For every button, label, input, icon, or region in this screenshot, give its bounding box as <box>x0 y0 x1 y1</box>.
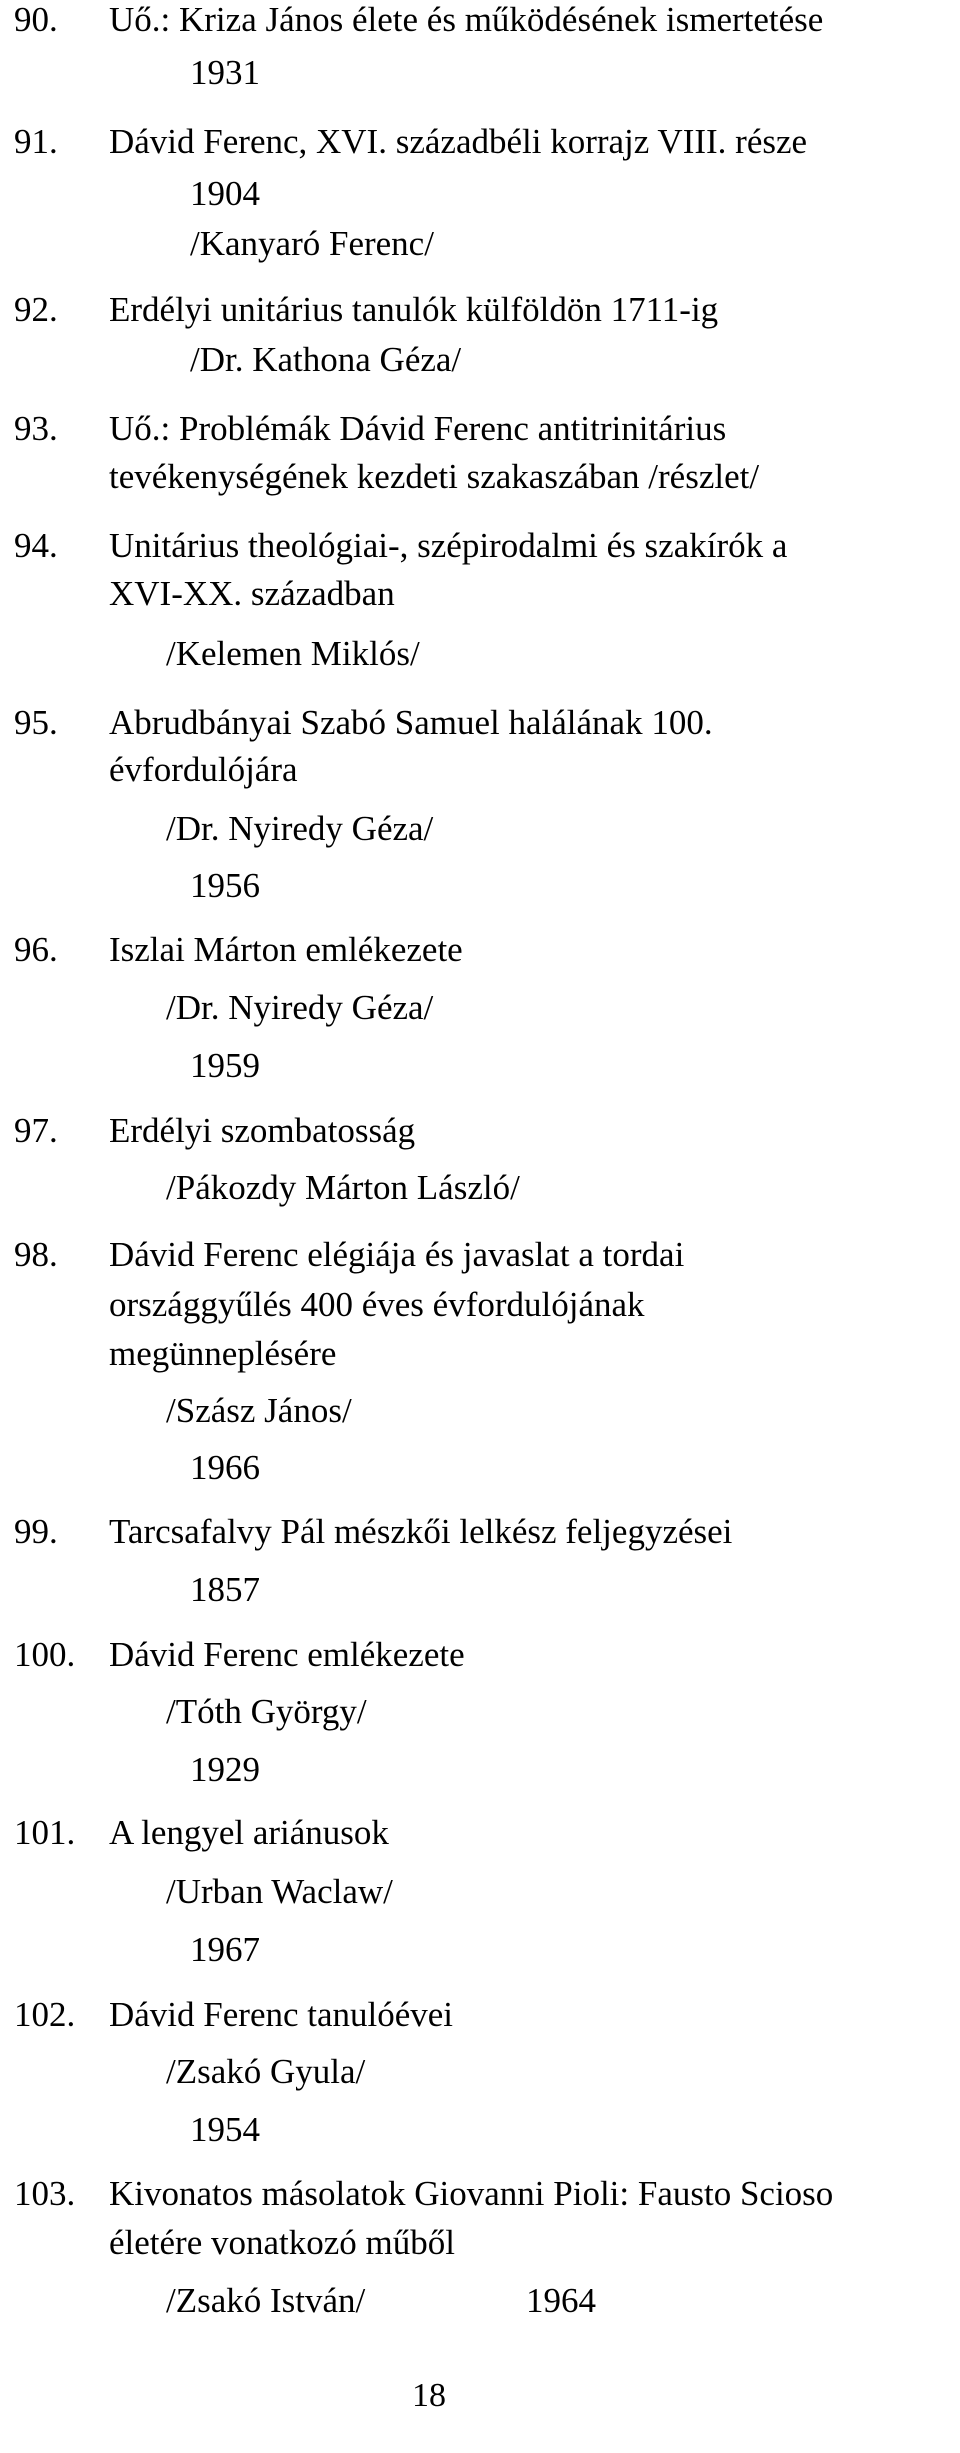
entry-year: 1959 <box>190 1046 260 1085</box>
entry-author: /Urban Waclaw/ <box>166 1872 393 1911</box>
entry-year: 1857 <box>190 1570 260 1609</box>
entry-number: 102. <box>14 1995 76 2034</box>
entry-title: évfordulójára <box>109 750 298 789</box>
entry-title: A lengyel ariánusok <box>109 1813 389 1852</box>
entry-year: 1967 <box>190 1930 260 1969</box>
entry-author: /Pákozdy Márton László/ <box>166 1168 520 1207</box>
entry-author: /Dr. Nyiredy Géza/ <box>166 988 434 1027</box>
page-number: 18 <box>412 2377 446 2414</box>
entry-title: Uő.: Problémák Dávid Ferenc antitrinitárius <box>109 409 727 448</box>
entry-number: 93. <box>14 409 58 448</box>
entry-title: Erdélyi unitárius tanulók külföldön 1711-ig <box>109 290 719 329</box>
entry-author: /Dr. Kathona Géza/ <box>190 340 462 379</box>
entry-year: 1966 <box>190 1448 260 1487</box>
entry-title: Kivonatos másolatok Giovanni Pioli: Fausto Scioso <box>109 2174 834 2213</box>
entry-title: XVI-XX. században <box>109 574 395 613</box>
entry-number: 97. <box>14 1111 58 1150</box>
entry-title: Abrudbányai Szabó Samuel halálának 100. <box>109 703 713 742</box>
entry-number: 96. <box>14 930 58 969</box>
entry-author: /Zsakó Gyula/ <box>166 2052 366 2091</box>
entry-number: 94. <box>14 526 58 565</box>
entry-author: /Kelemen Miklós/ <box>166 634 420 673</box>
entry-author: /Tóth György/ <box>166 1692 367 1731</box>
entry-title: Tarcsafalvy Pál mészkői lelkész feljegyzései <box>109 1512 733 1551</box>
entry-number: 95. <box>14 703 58 742</box>
entry-number: 91. <box>14 122 58 161</box>
entry-author: /Zsakó István/ <box>166 2281 366 2320</box>
entry-year: 1904 <box>190 174 260 213</box>
entry-title: tevékenységének kezdeti szakaszában /részlet/ <box>109 457 760 496</box>
entry-title: életére vonatkozó műből <box>109 2223 455 2262</box>
entry-author: /Dr. Nyiredy Géza/ <box>166 809 434 848</box>
entry-title: Dávid Ferenc emlékezete <box>109 1635 465 1674</box>
entry-title: Dávid Ferenc, XVI. századbéli korrajz VIII. része <box>109 122 808 161</box>
entry-author: /Kanyaró Ferenc/ <box>190 224 434 263</box>
entry-number: 98. <box>14 1235 58 1274</box>
entry-year: 1954 <box>190 2110 260 2149</box>
entry-number: 100. <box>14 1635 76 1674</box>
entry-year: 1929 <box>190 1750 260 1789</box>
entry-title: Dávid Ferenc tanulóévei <box>109 1995 454 2034</box>
entry-title: megünneplésére <box>109 1334 337 1373</box>
entry-title: Uő.: Kriza János élete és működésének ismertetése <box>109 0 824 39</box>
entry-number: 92. <box>14 290 58 329</box>
entry-year: 1964 <box>526 2281 596 2320</box>
entry-number: 90. <box>14 0 58 39</box>
entry-title: Unitárius theológiai-, szépirodalmi és szakírók a <box>109 526 788 565</box>
entry-author: /Szász János/ <box>166 1391 352 1430</box>
entry-year: 1931 <box>190 53 260 92</box>
entry-title: Erdélyi szombatosság <box>109 1111 416 1150</box>
entry-number: 101. <box>14 1813 76 1852</box>
entry-year: 1956 <box>190 866 260 905</box>
entry-title: Dávid Ferenc elégiája és javaslat a tordai <box>109 1235 685 1274</box>
entry-title: Iszlai Márton emlékezete <box>109 930 463 969</box>
entry-title: országgyűlés 400 éves évfordulójának <box>109 1285 645 1324</box>
entry-number: 99. <box>14 1512 58 1551</box>
entry-number: 103. <box>14 2174 76 2213</box>
